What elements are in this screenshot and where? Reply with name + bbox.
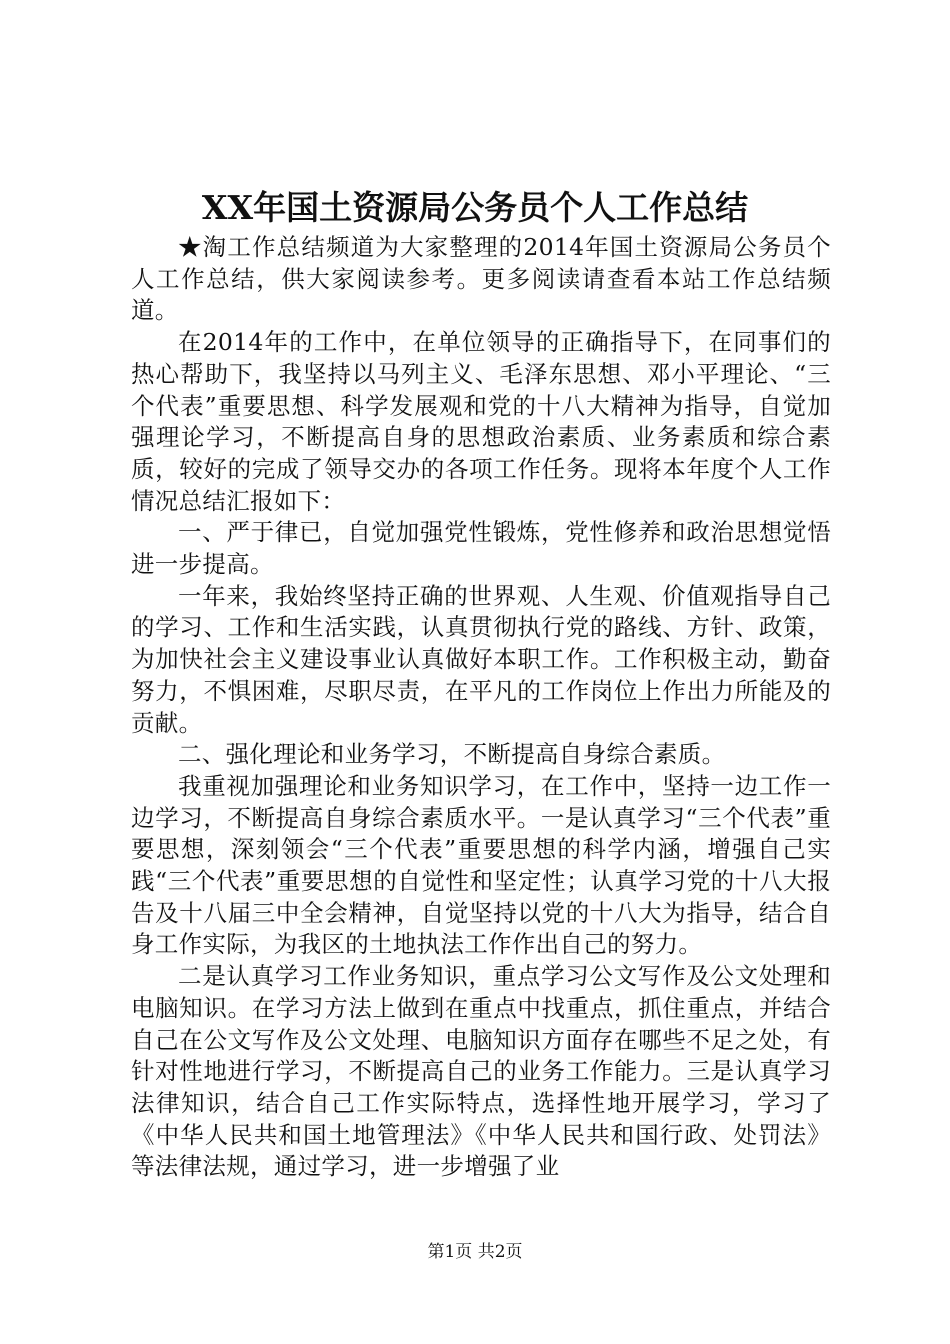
paragraph-section-2a: 我重视加强理论和业务知识学习，在工作中，坚持一边工作一边学习，不断提高自身综合素质水平。一是认真学习“三个代表”重要思想，深刻领会“三个代表”重要思想的科学内涵，增强自己实践“三个代表”重要思想的自觉性和坚定性；认真学习党的十八大报告及十八届三中全会精神，自觉坚持以党的十八大为指导，结合自身工作实际，为我区的土地执法工作作出自己的努力。 bbox=[131, 771, 831, 959]
paragraph-section-1: 一年来，我始终坚持正确的世界观、人生观、价值观指导自己的学习、工作和生活实践，认真贯彻执行党的路线、方针、政策，为加快社会主义建设事业认真做好本职工作。工作积极主动，勤奋努力，不惧困难，尽职尽责，在平凡的工作岗位上作出力所能及的贡献。 bbox=[131, 581, 831, 737]
document-body bbox=[131, 232, 831, 1183]
paragraph-section-2b: 二是认真学习工作业务知识，重点学习公文写作及公文处理和电脑知识。在学习方法上做到在重点中找重点，抓住重点，并结合自己在公文写作及公文处理、电脑知识方面存在哪些不足之处，有针对性地进行学习，不断提高自己的业务工作能力。三是认真学习法律知识，结合自己工作实际特点，选择性地开展学习，学习了《中华人民共和国土地管理法》《中华人民共和国行政、处罚法》等法律法规，通过学习，进一步增强了业 bbox=[131, 962, 831, 1181]
paragraph-overview: 在2014年的工作中，在单位领导的正确指导下，在同事们的热心帮助下，我坚持以马列主义、毛泽东思想、邓小平理论、“三个代表”重要思想、科学发展观和党的十八大精神为指导，自觉加强理论学习，不断提高自身的思想政治素质、业务素质和综合素质，较好的完成了领导交办的各项工作任务。现将本年度个人工作情况总结汇报如下： bbox=[131, 328, 831, 515]
section-heading-2: 二、强化理论和业务学习，不断提高自身综合素质。 bbox=[178, 740, 726, 769]
page-footer: 第1页 共2页 bbox=[427, 1242, 523, 1262]
section-heading-1: 一、严于律已，自觉加强党性锻炼，党性修养和政治思想觉悟进一步提高。 bbox=[131, 518, 831, 579]
document-title: XX年国土资源局公务员个人工作总结 bbox=[201, 188, 749, 227]
paragraph-intro: ★淘工作总结频道为大家整理的2014年国土资源局公务员个人工作总结，供大家阅读参考。更多阅读请查看本站工作总结频道。 bbox=[131, 233, 831, 325]
